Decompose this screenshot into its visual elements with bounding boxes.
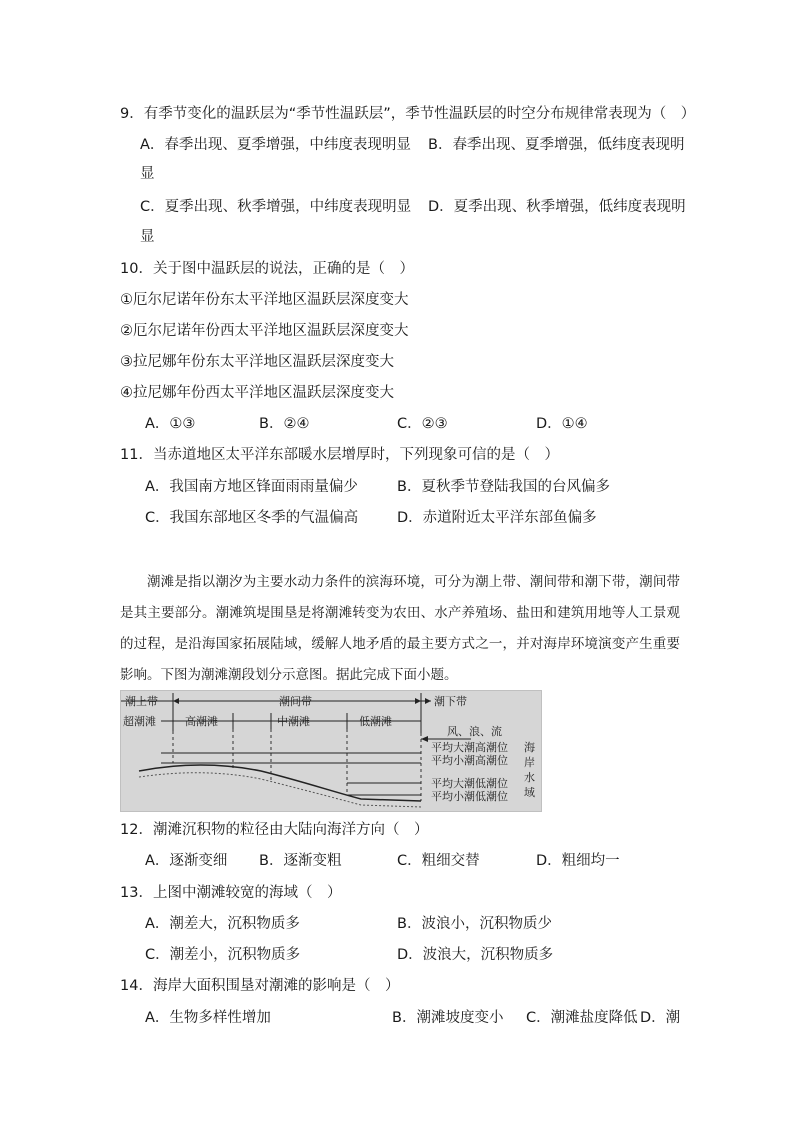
q11-option-d: D．赤道附近太平洋东部鱼偏多 <box>397 510 597 526</box>
q14-option-b: B．潮滩坡度变小 <box>392 1010 504 1026</box>
label-sea-3: 水 <box>524 771 535 784</box>
q9-option-b: B．春季出现、夏季增强，低纬度表现明 <box>428 137 685 153</box>
q13-option-a: A．潮差大，沉积物质多 <box>145 916 300 932</box>
q14-stem: 14．海岸大面积围垦对潮滩的影响是（ ） <box>120 978 400 994</box>
label-level-3: 平均大潮低潮位 <box>431 777 508 790</box>
label-zone-lower: 潮下带 <box>434 695 467 708</box>
q10-statement-4: ④拉尼娜年份西太平洋地区温跃层深度变大 <box>120 385 394 401</box>
q9-stem: 9．有季节变化的温跃层为“季节性温跃层”，季节性温跃层的时空分布规律常表现为（ ） <box>120 106 696 122</box>
q14-option-c: C．潮滩盐度降低 <box>526 1010 638 1026</box>
q10-statement-2: ②厄尔尼诺年份西太平洋地区温跃层深度变大 <box>120 323 409 339</box>
q9-option-a: A．春季出现、夏季增强，中纬度表现明显 <box>140 137 411 153</box>
q12-option-a: A．逐渐变细 <box>145 853 228 869</box>
q11-option-b: B．夏秋季节登陆我国的台风偏多 <box>397 479 610 495</box>
q10-option-b: B．②④ <box>259 416 310 432</box>
label-level-2: 平均小潮高潮位 <box>431 754 508 767</box>
q13-option-c: C．潮差小，沉积物质多 <box>145 947 301 963</box>
tidal-flat-figure <box>120 690 542 812</box>
q12-option-b: B．逐渐变粗 <box>259 853 342 869</box>
q13-option-d: D．波浪大，沉积物质多 <box>397 947 554 963</box>
reading-passage <box>120 567 680 691</box>
label-zone-inter: 潮间带 <box>279 695 312 708</box>
label-forces: 风、浪、流 <box>447 725 502 738</box>
q9-option-d-wrap: 显 <box>140 229 155 245</box>
label-low-flat: 低潮滩 <box>359 715 392 728</box>
q12-stem: 12．潮滩沉积物的粒径由大陆向海洋方向（ ） <box>120 822 429 838</box>
label-sea-4: 域 <box>524 786 535 799</box>
q10-stem: 10．关于图中温跃层的说法，正确的是（ ） <box>120 261 414 277</box>
q9-option-c: C．夏季出现、秋季增强，中纬度表现明显 <box>140 199 412 215</box>
q12-option-d: D．粗细均一 <box>536 853 620 869</box>
label-high-flat: 高潮滩 <box>185 715 218 728</box>
q10-option-c: C．②③ <box>397 416 448 432</box>
q10-option-a: A．①③ <box>145 416 196 432</box>
label-sea-1: 海 <box>524 741 535 754</box>
label-mid-flat: 中潮滩 <box>277 715 310 728</box>
label-super-flat: 超潮滩 <box>123 715 156 728</box>
label-sea-2: 岸 <box>524 756 535 769</box>
q12-option-c: C．粗细交替 <box>397 853 480 869</box>
q13-stem: 13．上图中潮滩较宽的海域（ ） <box>120 885 342 901</box>
q14-option-d: D．潮 <box>640 1010 681 1026</box>
q14-option-a: A．生物多样性增加 <box>145 1010 271 1026</box>
q10-statement-3: ③拉尼娜年份东太平洋地区温跃层深度变大 <box>120 354 394 370</box>
label-zone-upper: 潮上带 <box>125 695 158 708</box>
q9-option-d: D．夏季出现、秋季增强，低纬度表现明 <box>428 199 686 215</box>
q9-option-b-wrap: 显 <box>140 166 155 182</box>
q10-statement-1: ①厄尔尼诺年份东太平洋地区温跃层深度变大 <box>120 292 409 308</box>
tidal-flat-diagram <box>121 691 541 811</box>
q11-option-a: A．我国南方地区锋面雨雨量偏少 <box>145 479 358 495</box>
q11-stem: 11．当赤道地区太平洋东部暖水层增厚时，下列现象可信的是（ ） <box>120 447 559 463</box>
q13-option-b: B．波浪小，沉积物质少 <box>397 916 552 932</box>
q10-option-d: D．①④ <box>536 416 588 432</box>
passage-text: 潮滩是指以潮汐为主要水动力条件的滨海环境，可分为潮上带、潮间带和潮下带，潮间带是其主要部分。潮滩筑堤围垦是将潮滩转变为农田、水产养殖场、盐田和建筑用地等人工景观的过程，是沿海国家拓展陆域，缓解人地矛盾的最主要方式之一，并对海岸环境演变产生重要影响。下图为潮滩潮段划分示意图。据此完成下面小题。 <box>120 574 680 683</box>
label-level-4: 平均小潮低潮位 <box>431 790 508 803</box>
label-level-1: 平均大潮高潮位 <box>431 741 508 754</box>
q11-option-c: C．我国东部地区冬季的气温偏高 <box>145 510 359 526</box>
